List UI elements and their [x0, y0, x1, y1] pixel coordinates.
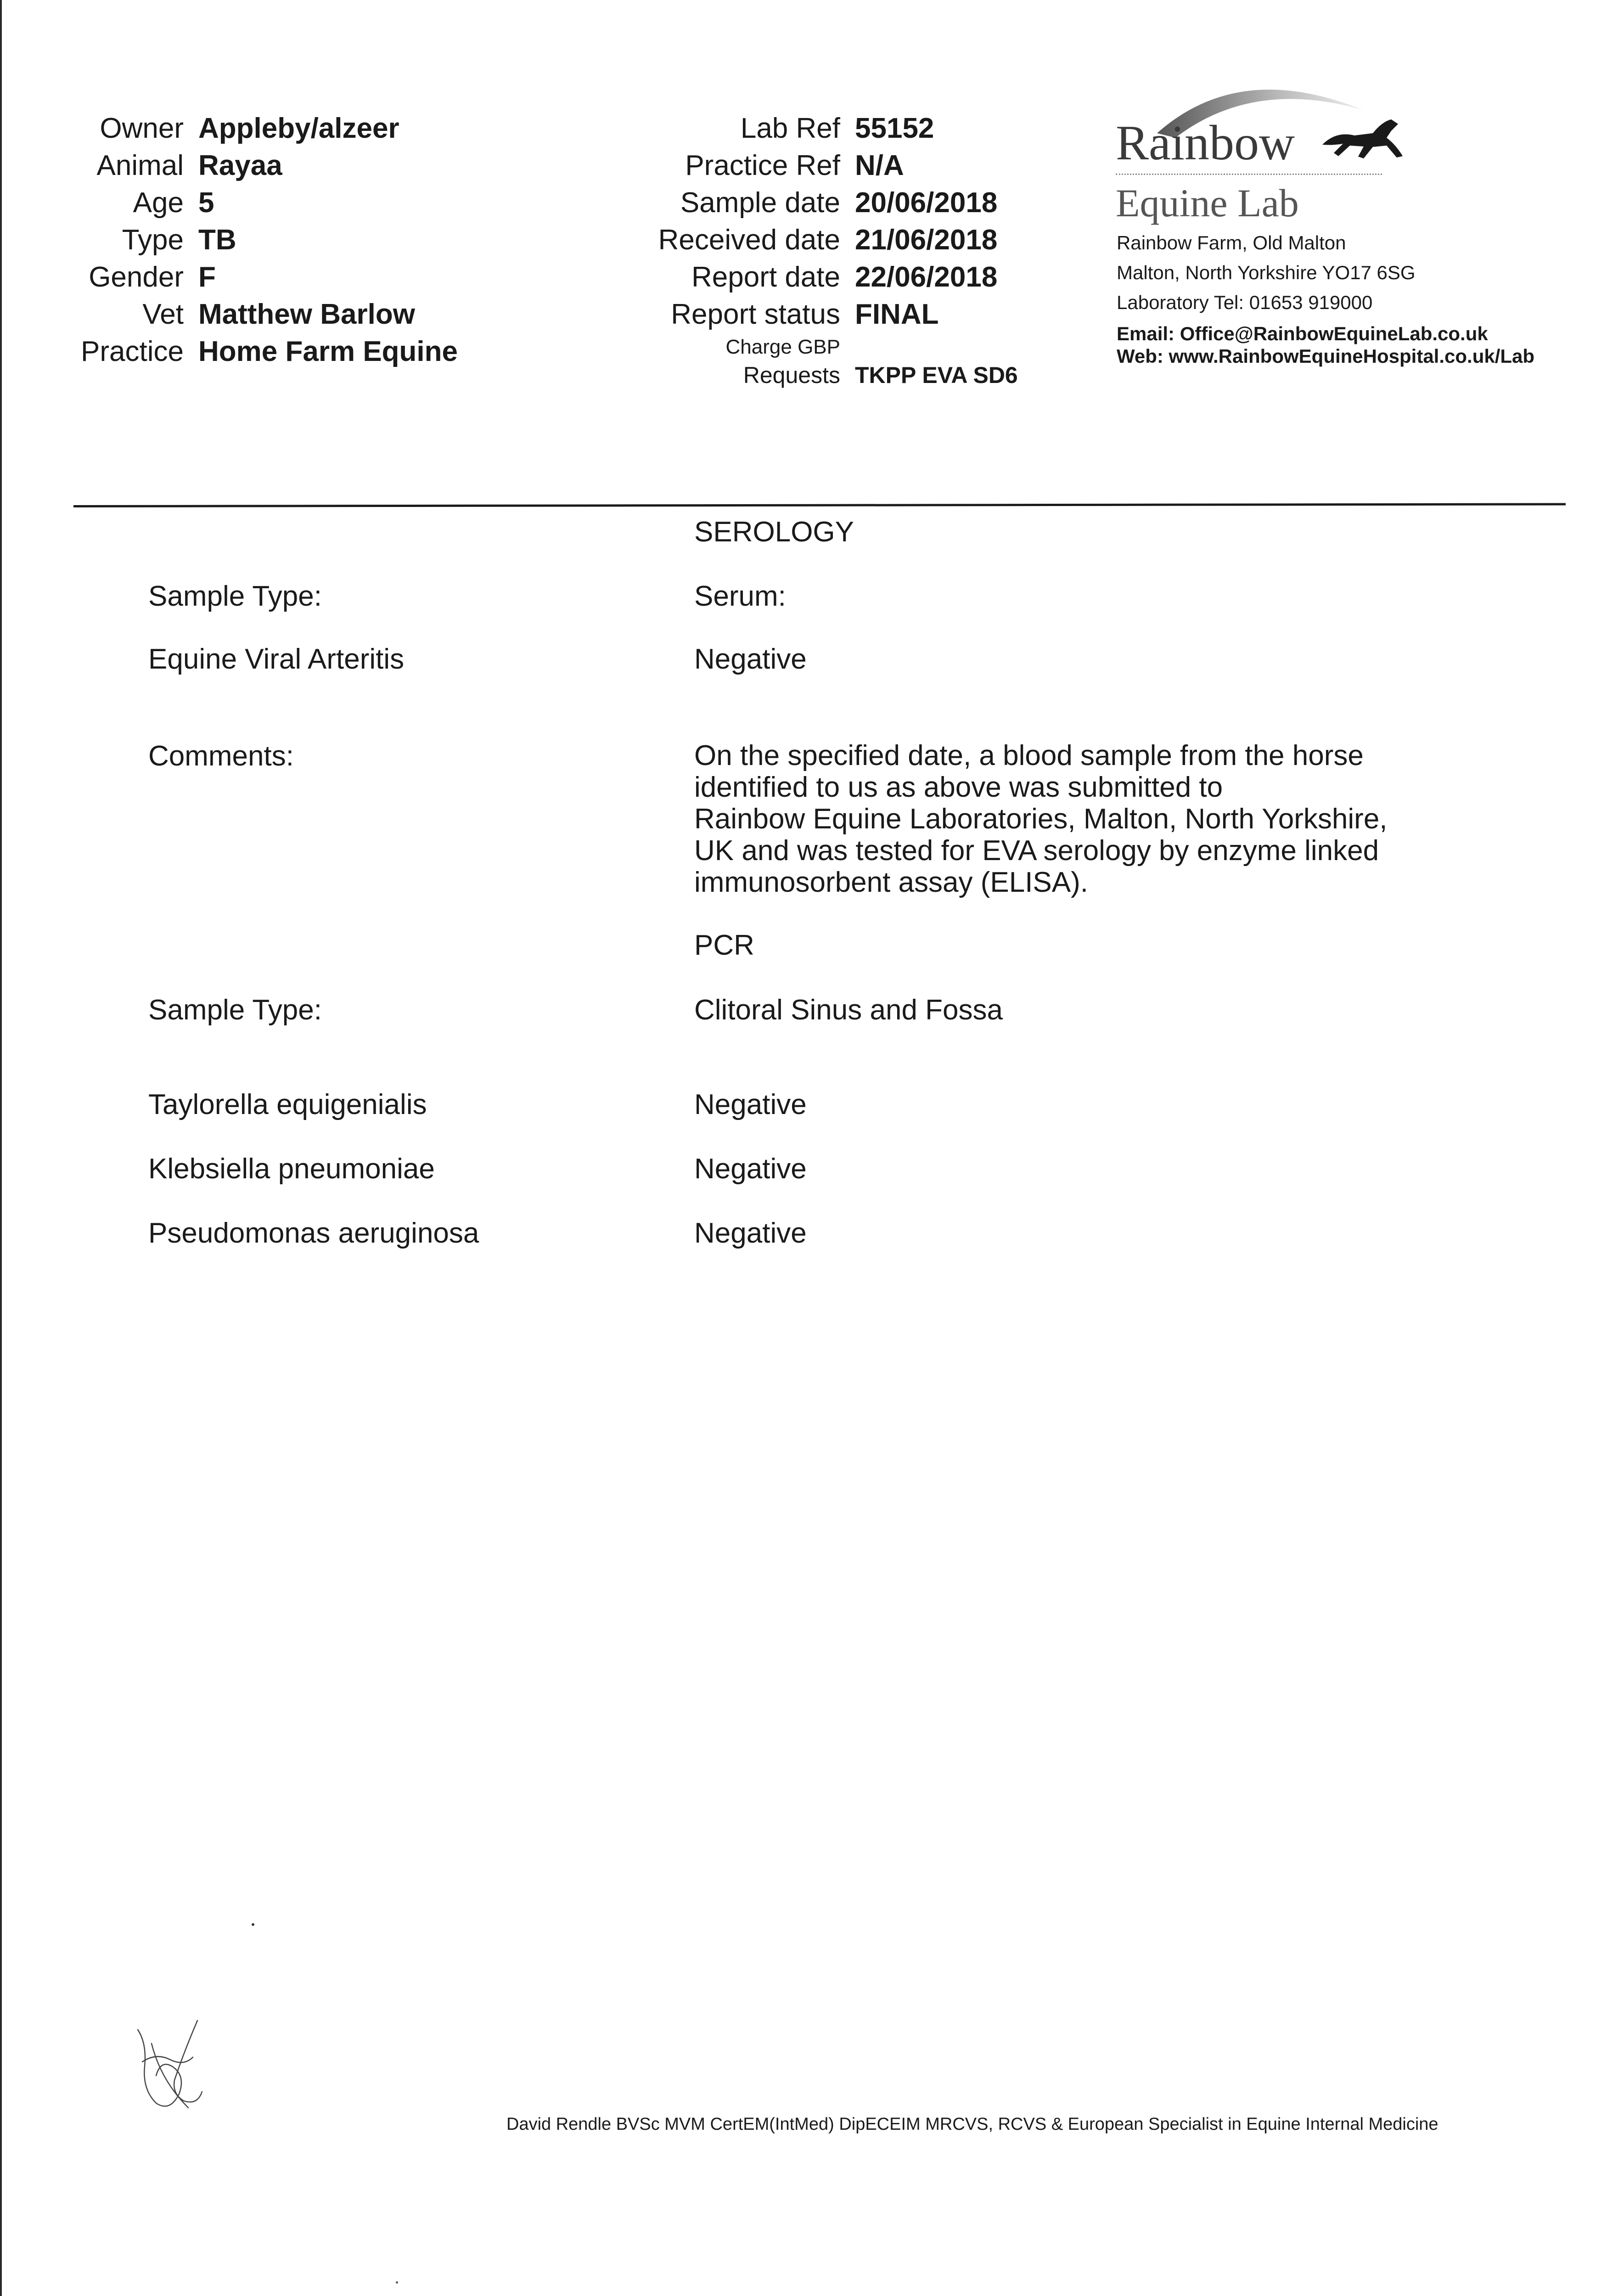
gender-label: Gender [89, 261, 184, 293]
report-date-value: 22/06/2018 [855, 261, 998, 293]
owner-label: Owner [100, 113, 184, 144]
received-date-label: Received date [658, 224, 840, 256]
serology-sample-type-value: Serum: [694, 580, 786, 612]
type-label: Type [122, 224, 184, 256]
brand-name: Rainbow [1116, 116, 1295, 170]
pcr-sample-type-label: Sample Type: [148, 994, 322, 1026]
age-value: 5 [198, 187, 214, 219]
serology-heading: SEROLOGY [694, 516, 854, 548]
vet-value: Matthew Barlow [198, 298, 415, 330]
brand-web: Web: www.RainbowEquineHospital.co.uk/Lab [1117, 345, 1535, 367]
brand-address-1: Rainbow Farm, Old Malton [1117, 232, 1346, 253]
comments-line: immunosorbent assay (ELISA). [694, 867, 1089, 898]
comments-line: UK and was tested for EVA serology by enzyme linked [694, 835, 1379, 867]
eva-test-result: Negative [694, 643, 807, 675]
sample-date-label: Sample date [680, 187, 840, 219]
practice-ref-value: N/A [855, 150, 904, 181]
practice-ref-label: Practice Ref [685, 150, 840, 181]
report-status-label: Report status [671, 298, 840, 330]
pcr-test-result: Negative [694, 1153, 807, 1185]
pcr-sample-type-value: Clitoral Sinus and Fossa [694, 994, 1003, 1026]
scan-speck [252, 1923, 254, 1926]
sample-date-value: 20/06/2018 [855, 187, 998, 219]
requests-label: Requests [743, 362, 840, 388]
comments-text [694, 740, 1388, 898]
animal-value: Rayaa [198, 150, 282, 181]
serology-sample-type-label: Sample Type: [148, 580, 322, 612]
lab-ref-value: 55152 [855, 113, 934, 144]
vet-label: Vet [142, 298, 184, 330]
age-label: Age [133, 187, 184, 219]
owner-value: Appleby/alzeer [198, 113, 399, 144]
pcr-test-result: Negative [694, 1089, 807, 1120]
eva-test-label: Equine Viral Arteritis [148, 643, 405, 675]
pcr-test-name: Klebsiella pneumoniae [148, 1153, 435, 1185]
horse-icon [1318, 113, 1410, 168]
comments-line: identified to us as above was submitted to [694, 771, 1223, 803]
header-rule [73, 503, 1566, 507]
comments-line: Rainbow Equine Laboratories, Malton, North Yorkshire, [694, 803, 1388, 835]
lab-ref-label: Lab Ref [740, 113, 840, 144]
type-value: TB [198, 224, 236, 256]
brand-subtitle: Equine Lab [1116, 181, 1299, 225]
pcr-test-name: Pseudomonas aeruginosa [148, 1217, 479, 1249]
practice-value: Home Farm Equine [198, 336, 458, 367]
scan-speck [396, 2281, 398, 2284]
brand-divider [1116, 174, 1382, 176]
page-edge [0, 0, 2, 2296]
gender-value: F [198, 261, 216, 293]
practice-label: Practice [81, 336, 184, 367]
received-date-value: 21/06/2018 [855, 224, 998, 256]
charge-label: Charge GBP [725, 336, 840, 358]
comments-line: On the specified date, a blood sample from the horse [694, 740, 1364, 771]
pcr-test-result: Negative [694, 1217, 807, 1249]
animal-label: Animal [96, 150, 184, 181]
comments-label: Comments: [148, 740, 294, 772]
brand-address-2: Malton, North Yorkshire YO17 6SG [1117, 262, 1416, 283]
signatory-line: David Rendle BVSc MVM CertEM(IntMed) DipECEIM MRCVS, RCVS & European Specialist in Equine Internal Medicine [506, 2115, 1438, 2134]
pcr-test-name: Taylorella equigenialis [148, 1089, 427, 1120]
report-date-label: Report date [691, 261, 840, 293]
brand-tel: Laboratory Tel: 01653 919000 [1117, 292, 1373, 313]
signature-icon [129, 2016, 211, 2117]
pcr-heading: PCR [694, 929, 754, 961]
brand-email: Email: Office@RainbowEquineLab.co.uk [1117, 323, 1488, 344]
requests-value: TKPP EVA SD6 [855, 362, 1018, 388]
report-status-value: FINAL [855, 298, 939, 330]
